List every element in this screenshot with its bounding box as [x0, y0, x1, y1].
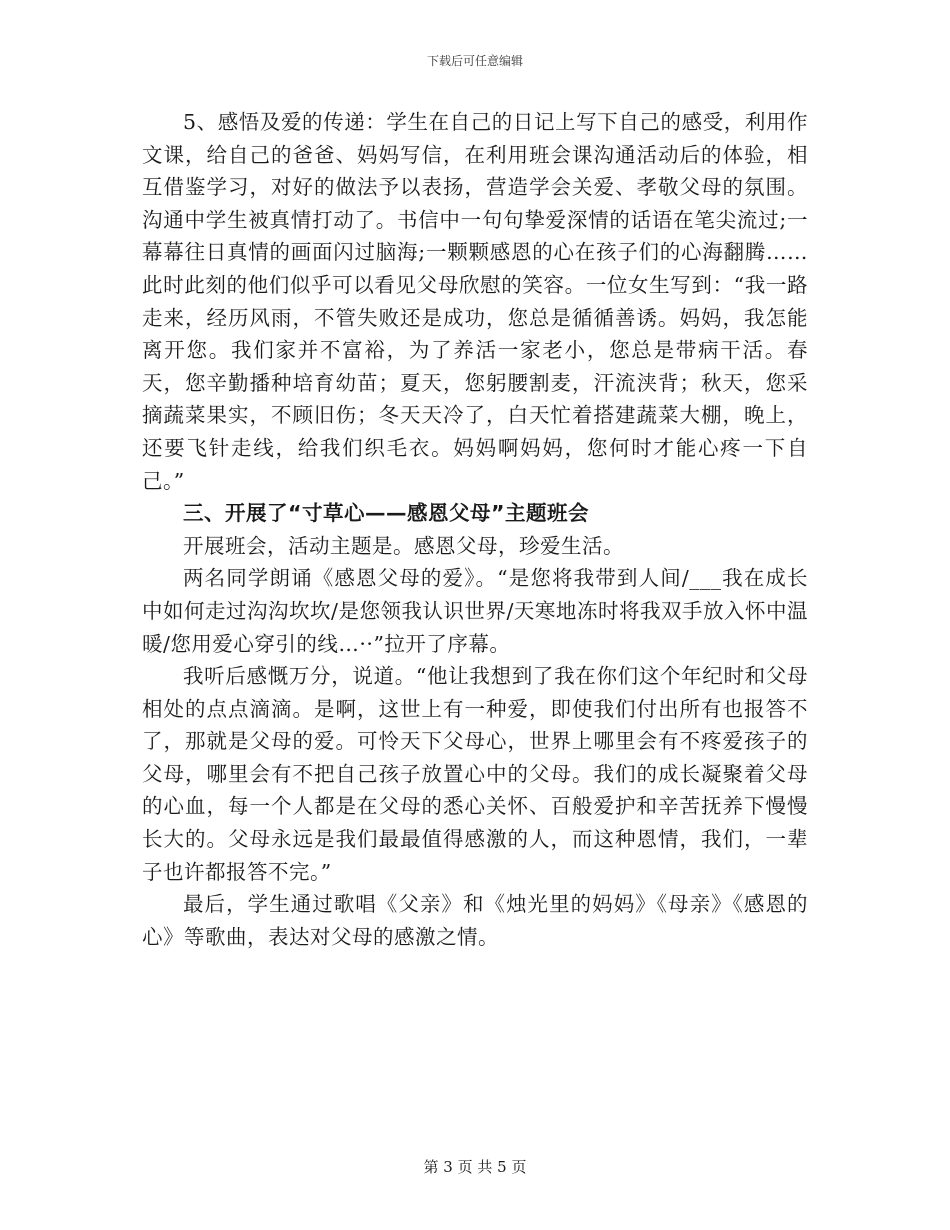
paragraph-love-transmission: 5、感悟及爱的传递：学生在自己的日记上写下自己的感受，利用作文课，给自己的爸爸、妈妈写信，在利用班会课沟通活动后的体验，相互借鉴学习，对好的做法予以表扬，营造学会关爱、孝敬父母的氛围。沟通中学生被真情打动了。书信中一句句挚爱深情的话语在笔尖流过;一幕幕往日真情的画面闪过脑海;一颗颗感恩的心在孩子们的心海翻腾……此时此刻的他们似乎可以看见父母欣慰的笑容。一位女生写到：“我一路走来，经历风雨，不管失败还是成功，您总是循循善诱。妈妈，我怎能离开您。我们家并不富裕，为了养活一家老小，您总是带病干活。春天，您辛勤播种培育幼苗；夏天，您躬腰割麦，汗流浃背；秋天，您采摘蔬菜果实，不顾旧伤；冬天天冷了，白天忙着搭建蔬菜大棚，晚上，还要飞针走线，给我们织毛衣。妈妈啊妈妈，您何时才能心疼一下自己。”	[142, 110, 808, 493]
paragraph-teacher-speech: 我听后感慨万分，说道。“他让我想到了我在你们这个年纪时和父母相处的点点滴滴。是啊，这世上有一种爱，即使我们付出所有也报答不了，那就是父母的爱。可怜天下父母心，世界上哪里会有不疼爱孩子的父母，哪里会有不把自己孩子放置心中的父母。我们的成长凝聚着父母的心血，每一个人都是在父母的悉心关怀、百般爱护和辛苦抚养下慢慢长大的。父母永远是我们最最值得感激的人，而这种恩情，我们，一辈子也许都报答不完。”	[142, 664, 808, 884]
paragraph-closing-songs: 最后，学生通过歌唱《父亲》和《烛光里的妈妈》《母亲》《感恩的心》等歌曲，表达对父母的感激之情。	[142, 892, 808, 949]
paragraph-recitation: 两名同学朗诵《感恩父母的爱》。“是您将我带到人间/___我在成长中如何走过沟沟坎坎/是您领我认识世界/天寒地冻时将我双手放入怀中温暖/您用爱心穿引的线…··”拉开了序幕。	[142, 566, 808, 656]
paragraph-meeting-theme: 开展班会，活动主题是。感恩父母，珍爱生活。	[183, 533, 624, 558]
page-header: 下载后可任意编辑	[426, 54, 523, 68]
section-heading-class-meeting: 三、开展了“寸草心——感恩父母”主题班会	[183, 501, 589, 526]
document-body	[142, 106, 808, 953]
page-number: 第 3 页 共 5 页	[423, 1158, 527, 1176]
